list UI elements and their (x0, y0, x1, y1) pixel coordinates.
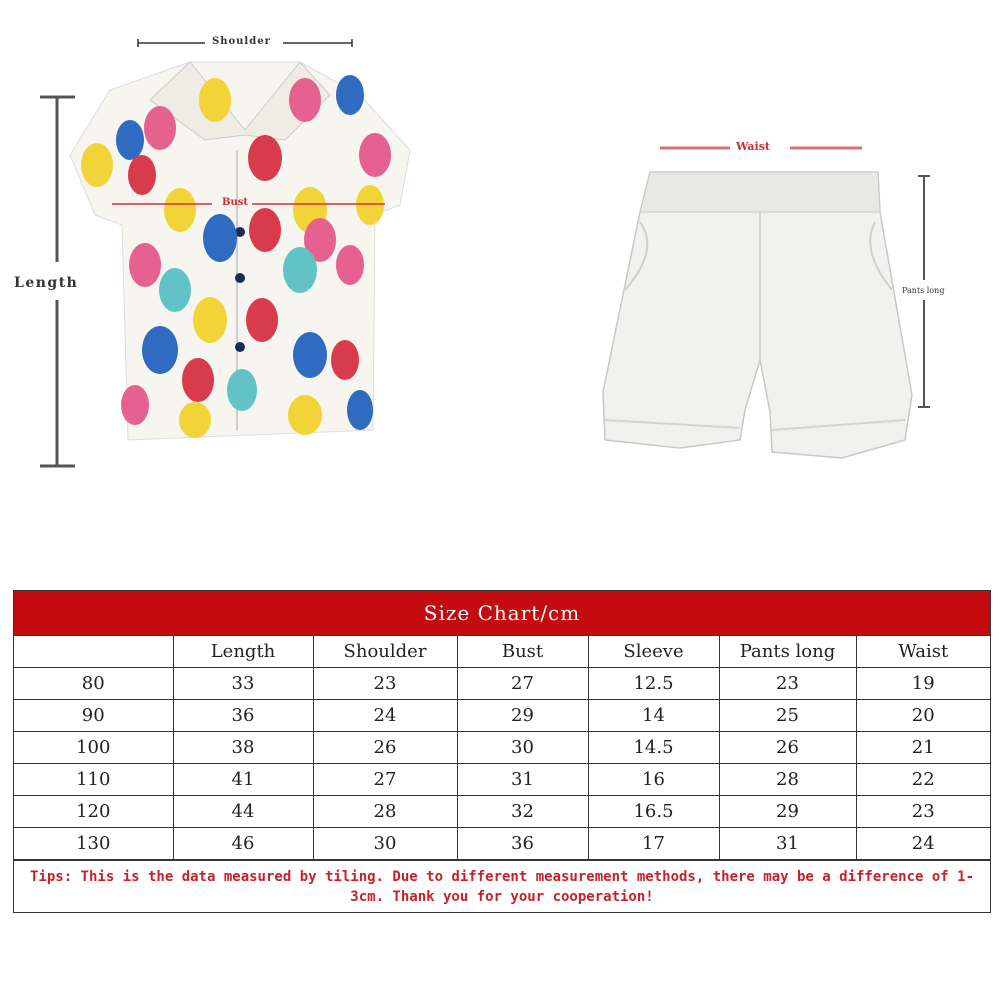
sleeve-cell: 14 (588, 700, 719, 732)
pants-long-cell: 29 (719, 796, 856, 828)
length-label: Length (14, 275, 79, 291)
table-row (14, 828, 990, 860)
size-chart-title: Size Chart/cm (14, 591, 990, 636)
length-cell: 46 (173, 828, 313, 860)
pants-long-label: Pants long (902, 286, 945, 295)
bust-cell: 32 (457, 796, 588, 828)
header-size (14, 636, 173, 668)
shoulder-cell: 23 (313, 668, 457, 700)
measurement-tips: Tips: This is the data measured by tiling. Due to different measurement methods, there may be a difference of 1-3cm. Thank you for your cooperation! (14, 860, 990, 912)
size-cell: 120 (14, 796, 173, 828)
header-bust: Bust (457, 636, 588, 668)
length-cell: 44 (173, 796, 313, 828)
length-cell: 41 (173, 764, 313, 796)
pants-long-cell: 31 (719, 828, 856, 860)
pants-long-cell: 23 (719, 668, 856, 700)
table-row (14, 732, 990, 764)
pants-long-cell: 26 (719, 732, 856, 764)
table-row (14, 668, 990, 700)
sleeve-cell: 16.5 (588, 796, 719, 828)
bust-cell: 29 (457, 700, 588, 732)
size-cell: 100 (14, 732, 173, 764)
header-sleeve: Sleeve (588, 636, 719, 668)
shoulder-cell: 28 (313, 796, 457, 828)
size-cell: 110 (14, 764, 173, 796)
bust-cell: 27 (457, 668, 588, 700)
header-pants-long: Pants long (719, 636, 856, 668)
size-cell: 80 (14, 668, 173, 700)
bust-label: Bust (222, 197, 248, 208)
waist-cell: 19 (856, 668, 990, 700)
sleeve-cell: 16 (588, 764, 719, 796)
table-row (14, 700, 990, 732)
header-waist: Waist (856, 636, 990, 668)
sleeve-cell: 12.5 (588, 668, 719, 700)
waist-label: Waist (736, 140, 770, 153)
table-header-row (14, 636, 990, 668)
shoulder-cell: 27 (313, 764, 457, 796)
shoulder-cell: 24 (313, 700, 457, 732)
waist-cell: 24 (856, 828, 990, 860)
shoulder-label: Shoulder (212, 36, 271, 47)
size-chart (13, 590, 991, 913)
length-cell: 33 (173, 668, 313, 700)
size-cell: 90 (14, 700, 173, 732)
shoulder-cell: 30 (313, 828, 457, 860)
bust-cell: 36 (457, 828, 588, 860)
shirt-image (70, 62, 410, 440)
waist-cell: 22 (856, 764, 990, 796)
size-cell: 130 (14, 828, 173, 860)
table-row (14, 796, 990, 828)
bust-cell: 30 (457, 732, 588, 764)
bust-cell: 31 (457, 764, 588, 796)
size-chart-table (14, 636, 990, 860)
waist-cell: 21 (856, 732, 990, 764)
pants-long-cell: 25 (719, 700, 856, 732)
length-cell: 36 (173, 700, 313, 732)
waist-cell: 23 (856, 796, 990, 828)
sleeve-cell: 14.5 (588, 732, 719, 764)
waist-cell: 20 (856, 700, 990, 732)
header-shoulder: Shoulder (313, 636, 457, 668)
length-cell: 38 (173, 732, 313, 764)
shorts-image (603, 172, 912, 458)
pants-long-cell: 28 (719, 764, 856, 796)
shoulder-cell: 26 (313, 732, 457, 764)
table-row (14, 764, 990, 796)
header-length: Length (173, 636, 313, 668)
sleeve-cell: 17 (588, 828, 719, 860)
